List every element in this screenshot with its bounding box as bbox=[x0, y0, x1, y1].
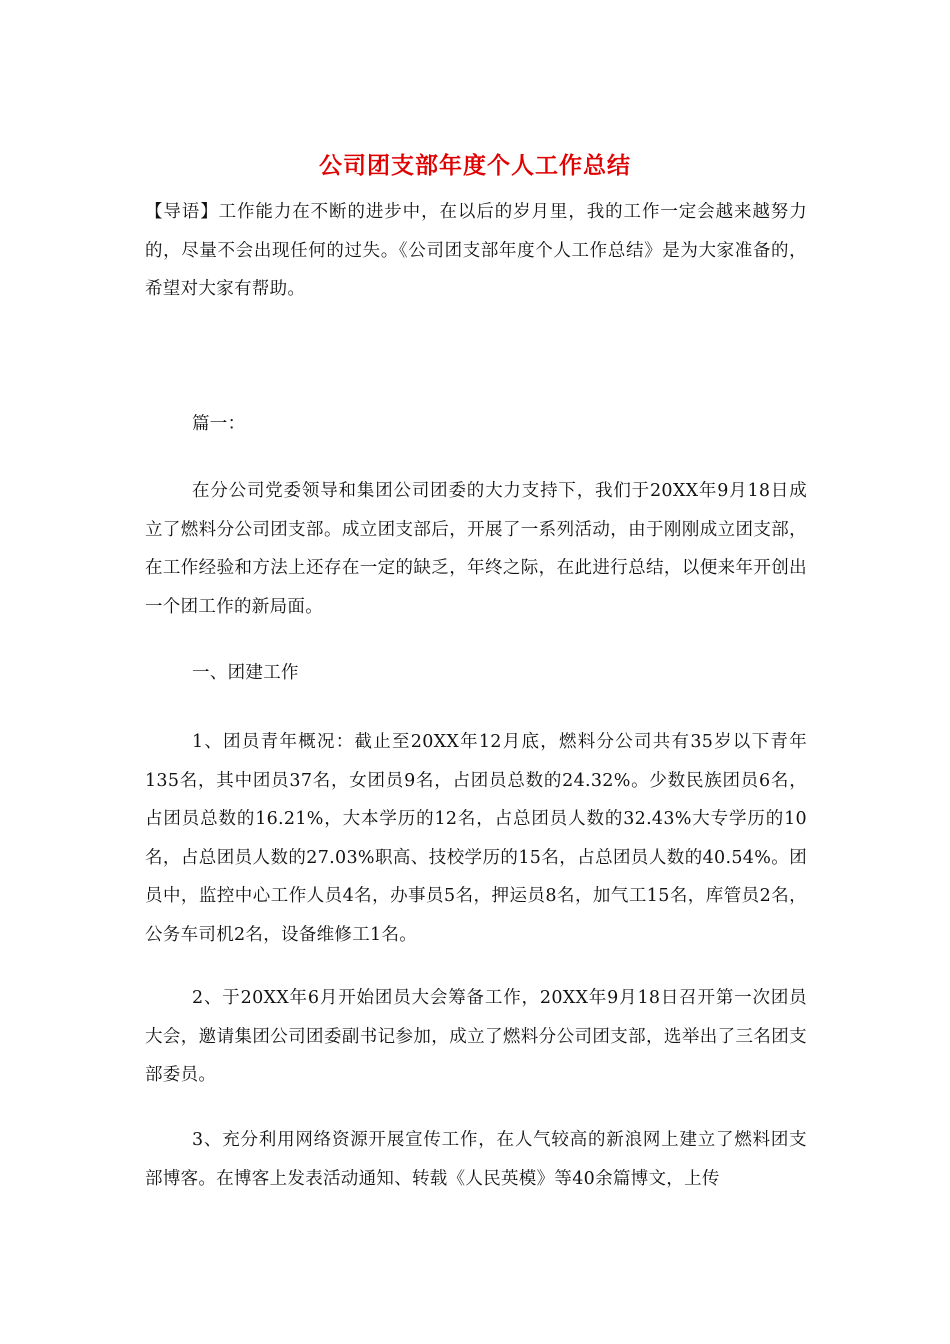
intro-paragraph: 【导语】工作能力在不断的进步中，在以后的岁月里，我的工作一定会越来越努力的，尽量不会出现任何的过失。《公司团支部年度个人工作总结》是为大家准备的，希望对大家有帮助。 bbox=[145, 202, 807, 299]
body-paragraph-3: 2、于20XX年6月开始团员大会筹备工作，20XX年9月18日召开第一次团员大会，邀请集团公司团委副书记参加，成立了燃料分公司团支部，选举出了三名团支部委员。 bbox=[145, 988, 807, 1085]
section-label: 篇一： bbox=[192, 414, 246, 434]
document-title: 公司团支部年度个人工作总结 bbox=[319, 152, 631, 179]
body-paragraph-2: 1、团员青年概况：截止至20XX年12月底，燃料分公司共有35岁以下青年135名，其中团员37名，女团员9名，占团员总数的24.32%。少数民族团员6名，占团员总数的16.21%，大本学历的12名，占总团员人数的32.43%大专学历的10名，占总团员人数的27.03%职高、技校学历的15名，占总团员人数的40.54%。团员中，监控中心工作人员4名，办事员5名，押运员8名，加气工15名，库管员2名，公务车司机2名，设备维修工1名。 bbox=[145, 732, 807, 945]
body-paragraph-4: 3、充分利用网络资源开展宣传工作，在人气较高的新浪网上建立了燃料团支部博客。在博客上发表活动通知、转载《人民英模》等40余篇博文，上传 bbox=[145, 1130, 807, 1189]
section-heading-1: 一、团建工作 bbox=[192, 663, 299, 683]
body-paragraph-1: 在分公司党委领导和集团公司团委的大力支持下，我们于20XX年9月18日成立了燃料分公司团支部。成立团支部后，开展了一系列活动，由于刚刚成立团支部，在工作经验和方法上还存在一定的缺乏，年终之际，在此进行总结，以便来年开创出一个团工作的新局面。 bbox=[145, 481, 807, 617]
